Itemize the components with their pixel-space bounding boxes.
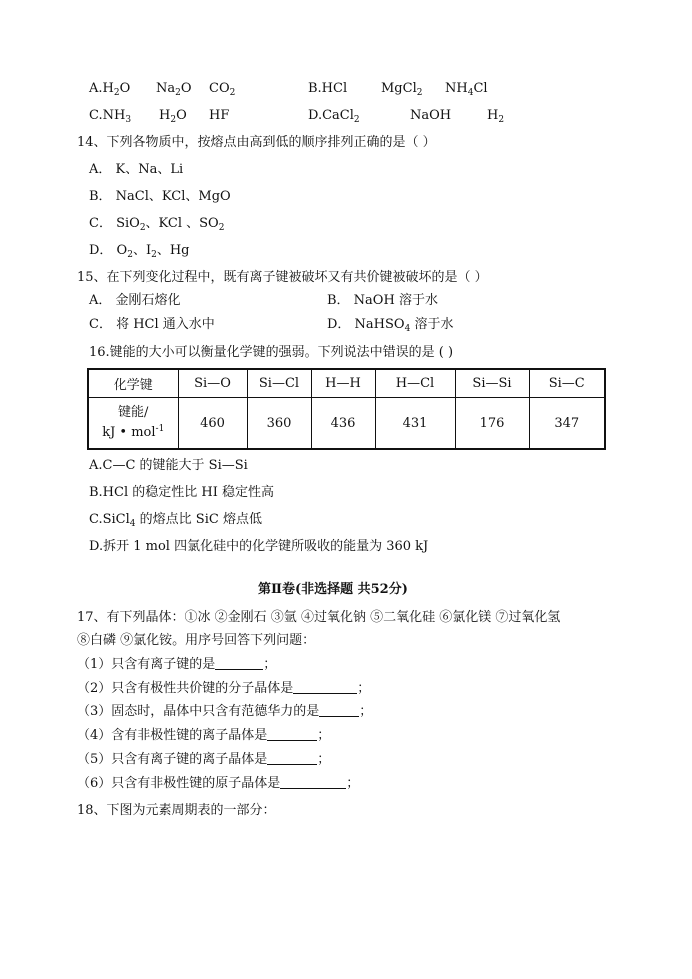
q13-option-c: $C.NH_3$ (89, 108, 132, 125)
answer-blank[interactable] (280, 775, 346, 789)
q16-stem: 16.键能的大小可以衡量化学键的强弱。下列说法中错误的是 ( ) (89, 345, 454, 360)
table-cell-bond: Si—Si (455, 369, 529, 398)
answer-blank[interactable] (215, 656, 263, 670)
section-title: 第Ⅱ卷(非选择题 共52分) (258, 582, 408, 597)
table-row-energies (88, 398, 605, 450)
q13-option-d-3: $H_2$ (487, 108, 505, 125)
q16-option-c: C.SiCl$_4$ 的熔点比 SiC 熔点低 (89, 512, 262, 529)
q17-stem-continued: ⑧白磷 ⑨氯化铵。用序号回答下列问题： (77, 633, 316, 648)
table-cell-energy: 431 (375, 398, 455, 450)
q15-option-b: B． NaOH 溶于水 (327, 293, 438, 308)
q13-option-c-2: $H_2O$ (159, 108, 187, 125)
q16-option-d: D.拆开 1 mol 四氯化硅中的化学键所吸收的能量为 360 kJ (89, 539, 429, 554)
q16-option-b: B.HCl 的稳定性比 HI 稳定性高 (89, 485, 274, 500)
bond-energy-table (87, 368, 606, 450)
q13-option-b-3: $NH_4Cl$ (445, 81, 488, 98)
answer-blank[interactable] (267, 751, 317, 765)
q14-option-c: C． SiO$_2$、KCl 、$SO_2$ (89, 216, 225, 233)
q17-sub-5: （5）只含有离子键的离子晶体是 ； (77, 752, 331, 767)
q14-option-d: D． $O_2$、$I_2$、Hg (89, 243, 190, 260)
table-cell-bond: Si—Cl (247, 369, 311, 398)
q13-option-c-3: HF (209, 108, 230, 123)
table-row-bonds (88, 369, 605, 398)
table-header-energy: 键能/ kJ • mol$^{-1}$ (88, 398, 178, 450)
q14-option-b: B． NaCl、KCl、MgO (89, 189, 231, 204)
q13-option-a-3: $CO_2$ (209, 81, 236, 98)
q13-option-d: D.CaCl$_2$ (308, 108, 360, 125)
q13-option-b-2: MgCl$_2$ (381, 81, 423, 98)
q17-sub-1: （1）只含有离子键的是 ； (77, 657, 277, 672)
q17-sub-3: （3）固态时，晶体中只含有范德华力的是 ； (77, 704, 373, 719)
q13-option-d-2: NaOH (410, 108, 452, 123)
table-cell-energy: 176 (455, 398, 529, 450)
table-cell-energy: 360 (247, 398, 311, 450)
table-cell-energy: 436 (311, 398, 375, 450)
table-cell-bond: Si—C (529, 369, 605, 398)
q17-sub-6: （6）只含有非极性键的原子晶体是 ； (77, 776, 360, 791)
q15-stem: 15、在下列变化过程中，既有离子键被破坏又有共价键被破坏的是（ ） (77, 270, 488, 285)
table-cell-energy: 347 (529, 398, 605, 450)
q15-option-d: D． NaHSO$_4$ 溶于水 (327, 317, 454, 334)
q13-option-a-2: $Na_2O$ (156, 81, 192, 98)
q18-stem: 18、下图为元素周期表的一部分： (77, 803, 276, 818)
q17-sub-4: （4）含有非极性键的离子晶体是 ； (77, 728, 331, 743)
q15-option-a: A． 金刚石熔化 (89, 293, 181, 308)
q14-option-a: A． K、Na、Li (89, 162, 184, 177)
answer-blank[interactable] (293, 680, 357, 694)
table-header-bond: 化学键 (88, 369, 178, 398)
q13-option-a: $A.H_2O$ (89, 81, 131, 98)
answer-blank[interactable] (319, 703, 359, 717)
q14-stem: 14、下列各物质中，按熔点由高到低的顺序排列正确的是（ ） (77, 135, 436, 150)
q15-option-c: C． 将 HCl 通入水中 (89, 317, 215, 332)
q17-sub-2: （2）只含有极性共价键的分子晶体是 ； (77, 681, 371, 696)
answer-blank[interactable] (267, 727, 317, 741)
q16-option-a: A.C—C 的键能大于 Si—Si (89, 458, 248, 473)
table-cell-bond: Si—O (178, 369, 247, 398)
table-cell-bond: H—H (311, 369, 375, 398)
q17-stem: 17、有下列晶体：①冰 ②金刚石 ③氩 ④过氧化钠 ⑤二氧化硅 ⑥氯化镁 ⑦过氧化氢 (77, 610, 561, 625)
q13-option-b: B.HCl (308, 81, 348, 96)
table-cell-energy: 460 (178, 398, 247, 450)
table-cell-bond: H—Cl (375, 369, 455, 398)
